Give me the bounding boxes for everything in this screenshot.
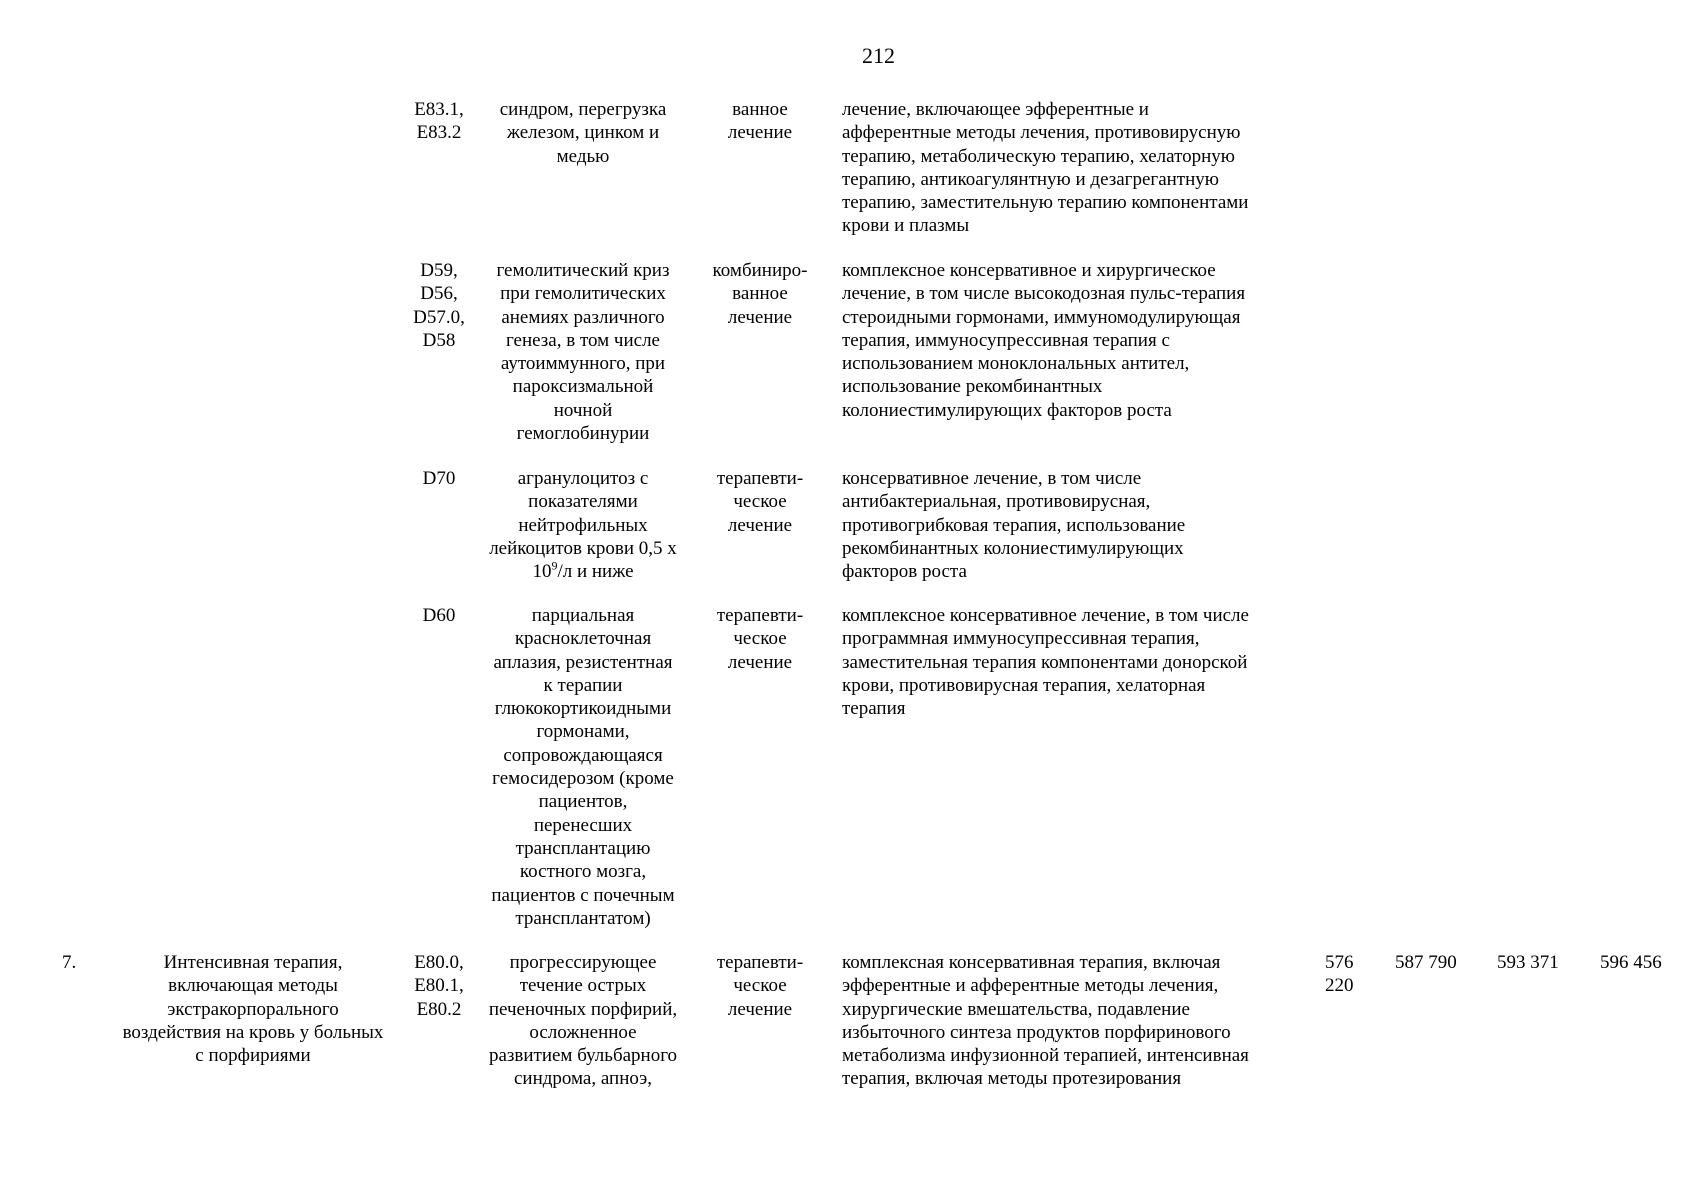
treatment-method: комплексное консервативное лечение, в том числе программная иммуносупрессивная терапия, заместительная терапия компонентами донорской крови, противовирусная терапия, хелаторная терапия: [842, 605, 1249, 720]
icd-codes: E80.0, E80.1, E80.2: [414, 952, 464, 1020]
treatment-type: комбиниро- ванное лечение: [712, 260, 808, 328]
icd-codes: D70: [422, 468, 456, 489]
patient-model: [478, 467, 688, 583]
care-type-name: Интенсивная терапия, включающая методы экстракорпорального воздействия на кровь у больных с порфириями: [122, 952, 384, 1067]
patient-model: синдром, перегрузка железом, цинком и медью: [499, 99, 667, 167]
patient-model-line: лейкоцитов крови 0,5 х: [489, 537, 677, 559]
icd-codes: E83.1, E83.2: [414, 99, 464, 144]
treatment-type: ванное лечение: [727, 99, 793, 144]
cost-year-3: 593 371: [1497, 952, 1559, 973]
treatment-method: лечение, включающее эфферентные и афферентные методы лечения, противовирусную терапию, метаболическую терапию, хелаторную терапию, антикоагулянтную и дезагрегантную терапию, заместительную терапию компонентами крови и плазмы: [842, 99, 1249, 237]
patient-model-line: нейтрофильных: [518, 514, 648, 536]
row-number: 7.: [62, 952, 77, 973]
icd-codes: D60: [422, 605, 456, 626]
cost-year-2: 587 790: [1395, 952, 1457, 973]
treatment-type: терапевти- ческое лечение: [716, 468, 804, 536]
cost-year-4: 596 456: [1600, 952, 1662, 973]
exponent-unit: /л и ниже: [557, 561, 634, 583]
patient-model-line: агранулоцитоз с: [517, 468, 649, 489]
patient-model-line: [478, 560, 688, 583]
page-number: 212: [862, 43, 895, 68]
treatment-method: консервативное лечение, в том числе антибактериальная, противовирусная, противогрибковая терапия, использование рекомбинантных колониестимулирующих факторов роста: [842, 468, 1186, 583]
exponent: 9: [551, 558, 558, 573]
treatment-method: комплексная консервативная терапия, включая эфферентные и афферентные методы лечения, хирургические вмешательства, подавление избыточного синтеза продуктов порфиринового метаболизма инфузионной терапией, интенсивная терапия, включая методы протезирования: [842, 952, 1249, 1090]
treatment-type: терапевти- ческое лечение: [716, 605, 804, 673]
treatment-type: терапевти- ческое лечение: [716, 952, 804, 1020]
exponent-base: 10: [532, 561, 552, 583]
treatment-method: комплексное консервативное и хирургическое лечение, в том числе высокодозная пульс-терапия стероидными гормонами, иммуномодулирующая терапия, иммуносупрессивная терапия с использованием моноклональных антител, использование рекомбинантных колониестимулирующих факторов роста: [842, 260, 1246, 421]
icd-codes: D59, D56, D57.0, D58: [413, 260, 465, 351]
patient-model: парциальная красноклеточная аплазия, резистентная к терапии глюкокортикоидными гормонами, сопровождающаяся гемосидерозом (кроме пациентов, перенесших трансплантацию костного мозга, пациентов с почечным трансплантатом): [491, 605, 675, 929]
patient-model: прогрессирующее течение острых печеночных порфирий, осложненное развитием бульбарного синдрома, апноэ,: [488, 952, 678, 1090]
patient-model: гемолитический криз при гемолитических анемиях различного генеза, в том числе аутоиммунного, при пароксизмальной ночной гемоглобинурии: [496, 260, 670, 445]
patient-model-line: показателями: [528, 491, 638, 513]
cost-year-1: 576 220: [1325, 952, 1354, 997]
